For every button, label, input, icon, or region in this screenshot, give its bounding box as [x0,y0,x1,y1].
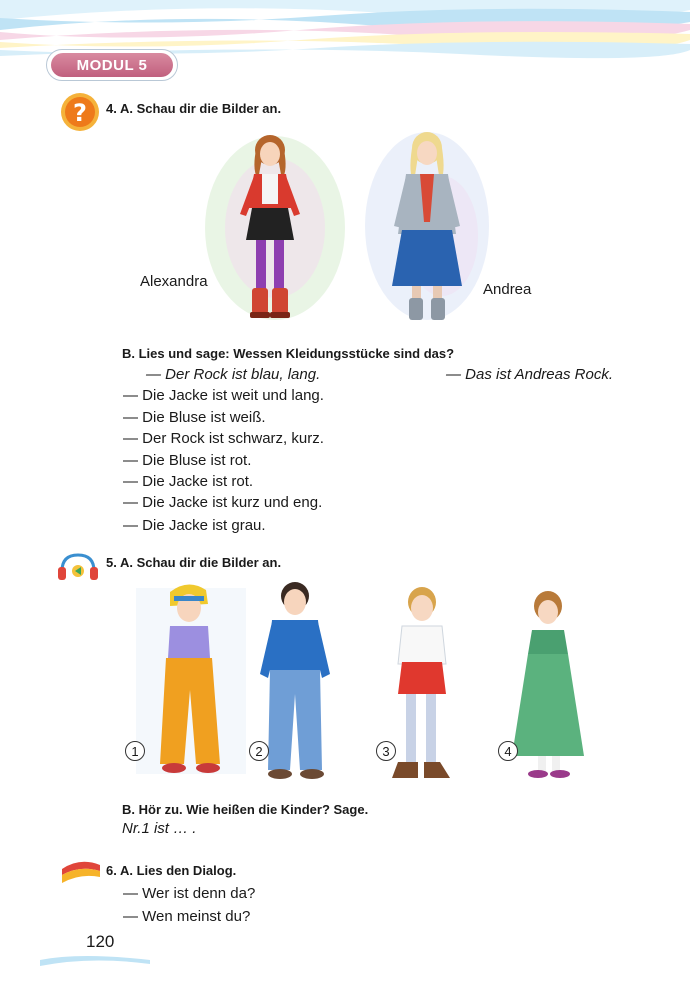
dialog-book-icon [60,855,102,885]
number-circle-1: 1 [125,741,145,761]
number-circle-3: 3 [376,741,396,761]
task5-prompt: Nr.1 ist … . [122,820,197,837]
dialog-line: — Wen meinst du? [123,908,251,925]
page-number: 120 [86,932,115,951]
task5-heading-b: B. Hör zu. Wie heißen die Kinder? Sage. [122,802,369,817]
figure-andrea [362,126,492,328]
figure-alexandra [200,128,350,326]
statement-line: — Die Jacke ist kurz und eng. [123,494,323,511]
svg-text:?: ? [73,99,87,127]
task4-heading-b: B. Lies und sage: Wessen Kleidungsstücke sind das? [122,346,455,361]
example-statement: — Der Rock ist blau, lang. [146,366,321,383]
module-label: MODUL 5 [51,53,173,77]
figure-kid-1 [136,578,246,784]
number-circle-2: 2 [249,741,269,761]
task5-heading-a: 5. A. Schau dir die Bilder an. [106,555,282,570]
example-answer: — Das ist Andreas Rock. [446,366,613,383]
number-circle-4: 4 [498,741,518,761]
statement-line: — Der Rock ist schwarz, kurz. [123,430,324,447]
statement-line: — Die Bluse ist rot. [123,452,252,469]
statement-line: — Die Jacke ist rot. [123,473,254,490]
bottom-decorative-band [40,952,150,966]
statement-line: — Die Bluse ist weiß. [123,409,266,426]
caption-andrea: Andrea [483,281,532,298]
statement-line: — Die Jacke ist grau. [123,517,266,534]
figure-kid-4 [508,586,588,784]
dialog-line: — Wer ist denn da? [123,885,256,902]
statement-line: — Die Jacke ist weit und lang. [123,387,324,404]
headphones-icon [56,551,100,583]
task6-heading-a: 6. A. Lies den Dialog. [106,863,237,878]
caption-alexandra: Alexandra [140,273,208,290]
module-badge [46,49,178,81]
question-mark-icon [60,92,100,132]
task4-heading-a: 4. A. Schau dir die Bilder an. [106,101,282,116]
